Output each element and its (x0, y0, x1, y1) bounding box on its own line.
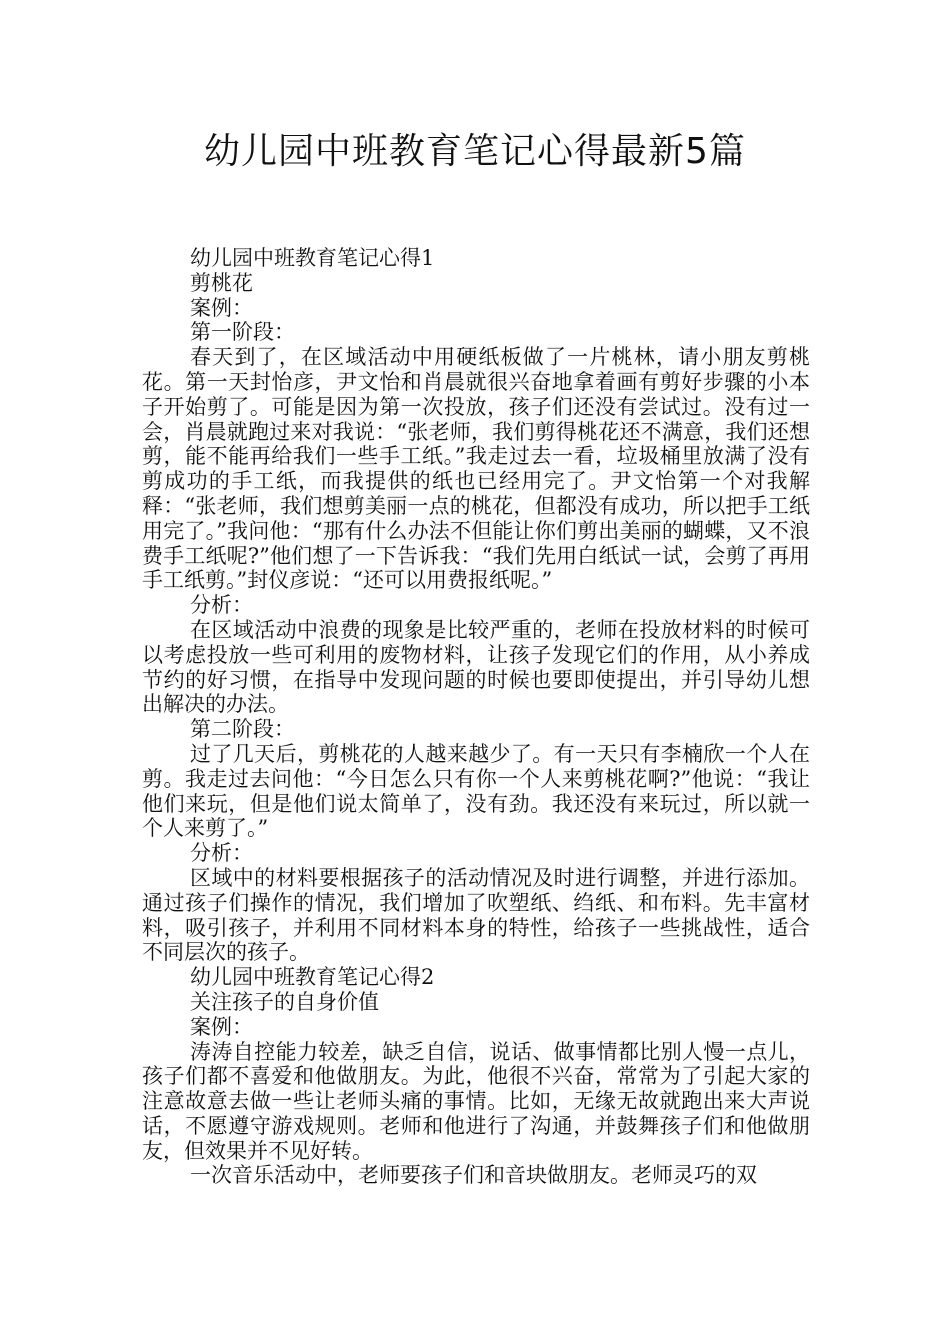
body-paragraph: 涛涛自控能力较差，缺乏自信，说话、做事情都比别人慢一点儿，孩子们都不喜爱和他做朋友。为此，他很不兴奋，常常为了引起大家的注意故意去做一些让老师头痛的事情。比如，无缘无故就跑出来大声说话，不愿遵守游戏规则。老师和他进行了沟通，并鼓舞孩子们和他做朋友，但效果并不见好转。 (142, 1039, 810, 1163)
label-analysis: 分析： (190, 841, 253, 866)
case-title: 关注孩子的自身价值 (190, 989, 379, 1014)
case-title: 剪桃花 (190, 270, 253, 295)
section-heading: 幼儿园中班教育笔记心得2 (190, 965, 435, 990)
body-paragraph: 过了几天后，剪桃花的人越来越少了。有一天只有李楠欣一个人在剪。我走过去问他：“今日怎么只有你一个人来剪桃花啊?”他说：“我让他们来玩，但是他们说太简单了，没有劲。我还没有来玩过，所以就一个人来剪了。” (142, 741, 810, 841)
body-paragraph: 春天到了，在区域活动中用硬纸板做了一片桃林，请小朋友剪桃花。第一天封怡彦，尹文怡和肖晨就很兴奋地拿着画有剪好步骤的小本子开始剪了。可能是因为第一次投放，孩子们还没有尝试过。没有过一会，肖晨就跑过来对我说：“张老师，我们剪得桃花还不满意，我们还想剪，能不能再给我们一些手工纸。”我走过去一看，垃圾桶里放满了没有剪成功的手工纸，而我提供的纸也已经用完了。尹文怡第一个对我解释：“张老师，我们想剪美丽一点的桃花，但都没有成功，所以把手工纸用完了。”我问他：“那有什么办法不但能让你们剪出美丽的蝴蝶，又不浪费手工纸呢?”他们想了一下告诉我：“我们先用白纸试一试，会剪了再用手工纸剪。”封仪彦说：“还可以用费报纸呢。” (142, 345, 810, 593)
body-paragraph: 一次音乐活动中，老师要孩子们和音块做朋友。老师灵巧的双 (190, 1163, 757, 1188)
document-title: 幼儿园中班教育笔记心得最新5篇 (204, 131, 746, 172)
document-body (142, 246, 810, 1188)
label-case: 案例： (190, 1014, 253, 1039)
body-paragraph: 区域中的材料要根据孩子的活动情况及时进行调整，并进行添加。通过孩子们操作的情况，我们增加了吹塑纸、绉纸、和布料。先丰富材料，吸引孩子，并利用不同材料本身的特性，给孩子一些挑战性，适合不同层次的孩子。 (142, 865, 810, 965)
body-paragraph: 在区域活动中浪费的现象是比较严重的，老师在投放材料的时候可以考虑投放一些可利用的废物材料，让孩子发现它们的作用，从小养成节约的好习惯，在指导中发现问题的时候也要即使提出，并引导幼儿想出解决的办法。 (142, 617, 810, 717)
label-case: 案例： (190, 295, 253, 320)
label-stage: 第二阶段： (190, 717, 295, 742)
section-heading: 幼儿园中班教育笔记心得1 (190, 246, 435, 270)
label-stage: 第一阶段： (190, 320, 295, 345)
label-analysis: 分析： (190, 593, 253, 618)
